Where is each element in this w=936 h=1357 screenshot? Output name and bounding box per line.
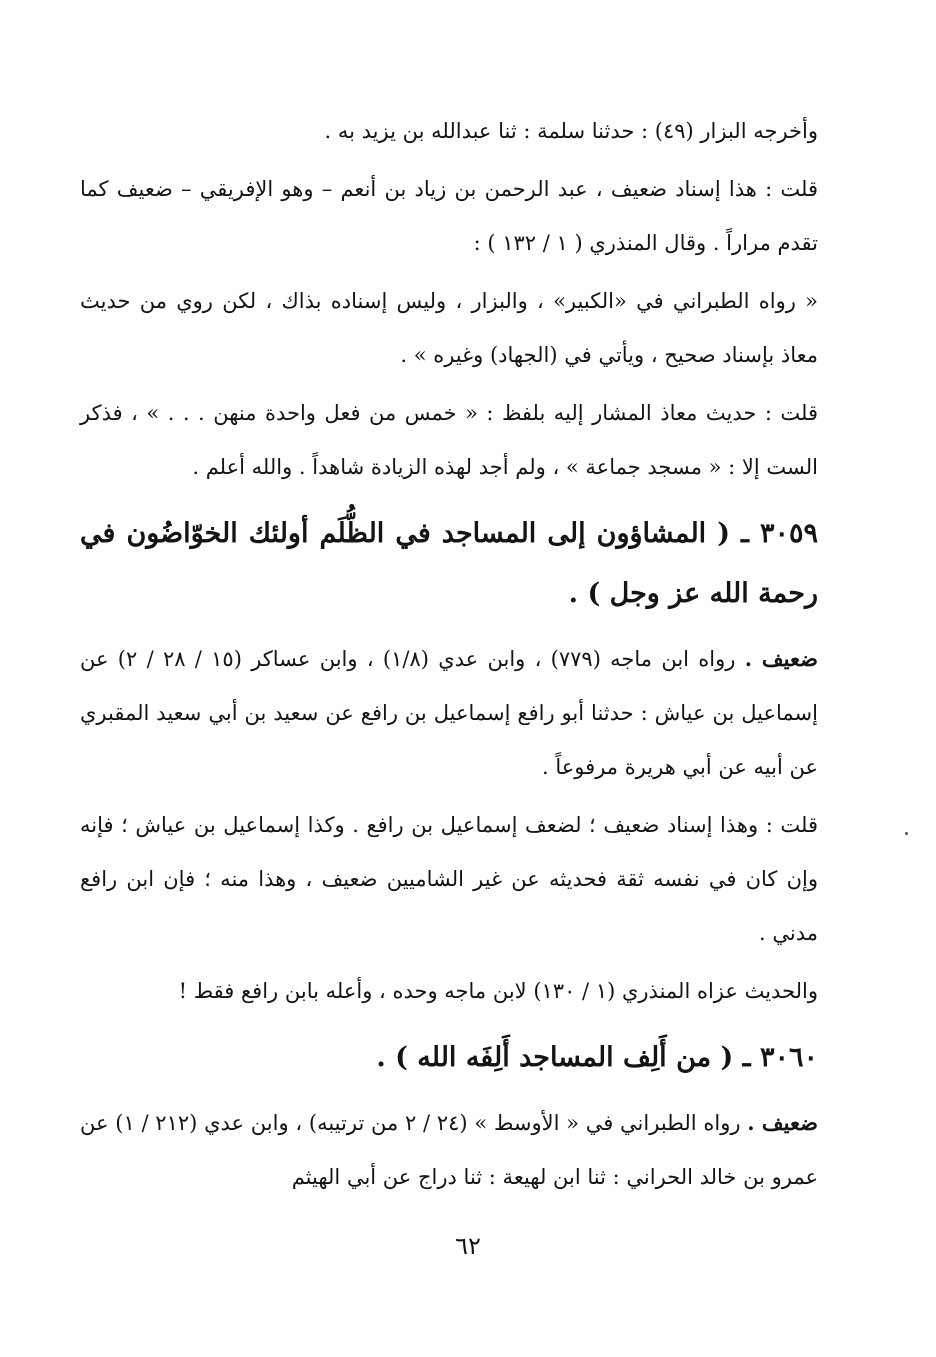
paragraph-mundhiri-quote: « رواه الطبراني في «الكبير» ، والبزار ، وليس إسناده بذاك ، لكن روي من حديث معاذ بإسناد صحيح ، ويأتي في (الجهاد) وغيره » . [80,289,818,367]
hadith-3060-takhrij-text: رواه الطبراني في « الأوسط » (٢٤ / ٢ من ترتيبه) ، وابن عدي (٢١٢ / ١) عن عمرو بن خالد الحراني : ثنا ابن لهيعة : ثنا دراج عن أبي الهيثم [80,1111,818,1189]
margin-speck [905,832,908,835]
hadith-3060-takhrij [80,1096,818,1204]
page-number: ٦٢ [455,1232,481,1260]
hadith-3059-takhrij [80,632,818,794]
hadith-3060-heading: ٣٠٦٠ ـ ( من أَلِف المساجد أَلِفَه الله ) . [376,1042,818,1073]
page-body [80,104,818,1208]
paragraph-muadh-hadith: قلت : حديث معاذ المشار إليه بلفظ : « خمس من فعل واحدة منهن . . . » ، فذكر الست إلا : « مسجد جماعة » ، ولم أجد لهذه الزيادة شاهداً . والله أعلم . [80,401,818,479]
paragraph-isnad-comment: قلت : هذا إسناد ضعيف ، عبد الرحمن بن زياد بن أنعم – وهو الإفريقي – ضعيف كما تقدم مراراً . وقال المنذري ( ١ / ١٣٢ ) : [80,177,818,255]
hadith-3059-grade: ضعيف . [744,646,818,671]
hadith-3059-heading: ٣٠٥٩ ـ ( المشاؤون إلى المساجد في الظُّلَم أولئك الخوّاضُون في رحمة الله عز وجل ) . [80,518,818,609]
paragraph-bazzar-takhrij: وأخرجه البزار (٤٩) : حدثنا سلمة : ثنا عبدالله بن يزيد به . [324,119,818,143]
hadith-3060-grade: ضعيف . [747,1110,818,1135]
hadith-3059-takhrij-text: رواه ابن ماجه (٧٧٩) ، وابن عدي (١/٨) ، وابن عساكر (١٥ / ٢٨ / ٢) عن إسماعيل بن عياش : حدثنا أبو رافع إسماعيل بن رافع عن سعيد بن أبي سعيد المقبري عن أبيه عن أبي هريرة مرفوعاً . [80,647,818,779]
hadith-3059-mundhiri-note: والحديث عزاه المنذري (١ / ١٣٠) لابن ماجه وحده ، وأعله بابن رافع فقط ! [178,979,818,1003]
hadith-3059-isnad-comment: قلت : وهذا إسناد ضعيف ؛ لضعف إسماعيل بن رافع . وكذا إسماعيل بن عياش ؛ فإنه وإن كان في نفسه ثقة فحديثه عن غير الشاميين ضعيف ، وهذا منه ؛ فإن ابن رافع مدني . [80,813,818,945]
